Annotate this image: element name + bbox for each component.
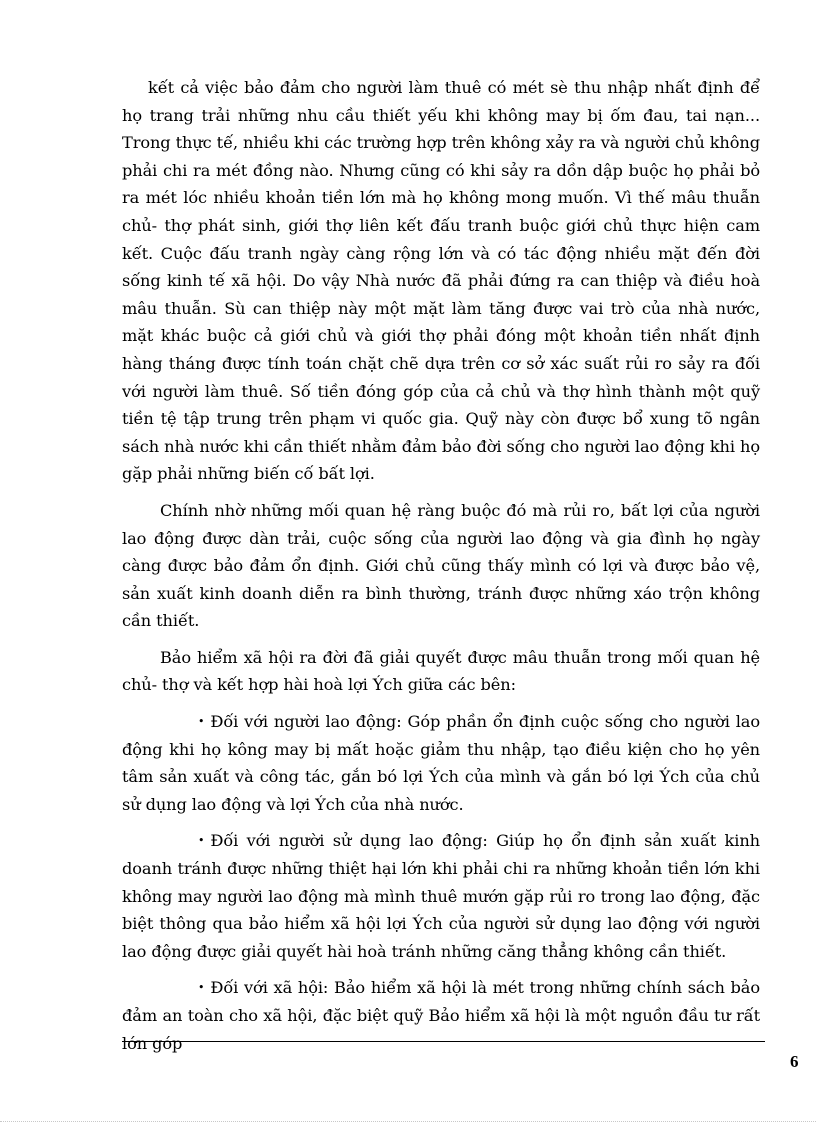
bullet-icon: • [198,715,205,729]
paragraph-3: Bảo hiểm xã hội ra đời đã giải quyết được mâu thuẫn trong mối quan hệ chủ- thợ và kết hợp hài hoà lợi Ých giữa các bên: [122,647,760,695]
bullet-text: Đối với người sử dụng lao động: Giúp họ ổn định sản xuất kinh doanh tránh được những thiệt hại lớn khi phải chi ra những khoản tiền lớn khi không may người lao động mà mình thuê mướn gặp rủi ro trong lao động, đặc biệt thông qua bảo hiểm xã hội lợi Ých của người sử dụng lao động với người lao động được giải quyết hài hoà tránh những căng thẳng không cần thiết. [122,831,760,961]
bullet-text: Đối với xã hội: Bảo hiểm xã hội là mét trong những chính sách bảo đảm an toàn cho xã hội, đặc biệt quỹ Bảo hiểm xã hội là một nguồn đầu tư rất lớn góp [122,978,760,1053]
document-body [122,74,760,1057]
paragraph-1: kết cả việc bảo đảm cho người làm thuê có mét sè thu nhập nhất định để họ trang trải những nhu cầu thiết yếu khi không may bị ốm đau, tai nạn... Trong thực tế, nhiều khi các trường hợp trên không xảy ra và người chủ không phải chi ra mét đồng nào. Nhưng cũng có khi sảy ra dồn dập buộc họ phải bỏ ra mét lóc nhiều khoản tiền lớn mà họ không mong muốn. Vì thế mâu thuẫn chủ- thợ phát sinh, giới thợ liên kết đấu tranh buộc giới chủ thực hiện cam kết. Cuộc đấu tranh ngày càng rộng lớn và có tác động nhiều mặt đến đời sống kinh tế xã hội. Do vậy Nhà nước đã phải đứng ra can thiệp và điều hoà mâu thuẫn. Sù can thiệp này một mặt làm tăng được vai trò của nhà nước, mặt khác buộc cả giới chủ và giới thợ phải đóng một khoản tiền nhất định hàng tháng được tính toán chặt chẽ dựa trên cơ sở xác suất rủi ro sảy ra đối với người làm thuê. Số tiền đóng góp của cả chủ và thợ hình thành một quỹ tiền tệ tập trung trên phạm vi quốc gia. Quỹ này còn được bổ xung tõ ngân sách nhà nước khi cần thiết nhằm đảm bảo đời sống cho người lao động khi họ gặp phải những biến cố bất lợi. [122,78,760,484]
footer-divider [122,1041,765,1042]
paragraph-2: Chính nhờ những mối quan hệ ràng buộc đó mà rủi ro, bất lợi của người lao động được dàn trải, cuộc sống của người lao động và gia đình họ ngày càng được bảo đảm ổn định. Giới chủ cũng thấy mình có lợi và được bảo vệ, sản xuất kinh doanh diễn ra bình thường, tránh được những xáo trộn không cần thiết. [122,500,760,631]
bullet-item-workers [122,708,760,818]
page-number: 6 [790,1052,799,1071]
bullet-item-society [122,974,760,1057]
page-break-line [0,1121,816,1122]
bullet-text: Đối với người lao động: Góp phần ổn định cuộc sống cho người lao động khi họ kông may bị mất hoặc giảm thu nhập, tạo điều kiện cho họ yên tâm sản xuất và công tác, gắn bó lợi Ých của mình và gắn bó lợi Ých của chủ sử dụng lao động và lợi Ých của nhà nước. [122,712,760,814]
bullet-icon: • [198,981,205,995]
bullet-icon: • [198,834,205,848]
bullet-item-employers [122,827,760,965]
